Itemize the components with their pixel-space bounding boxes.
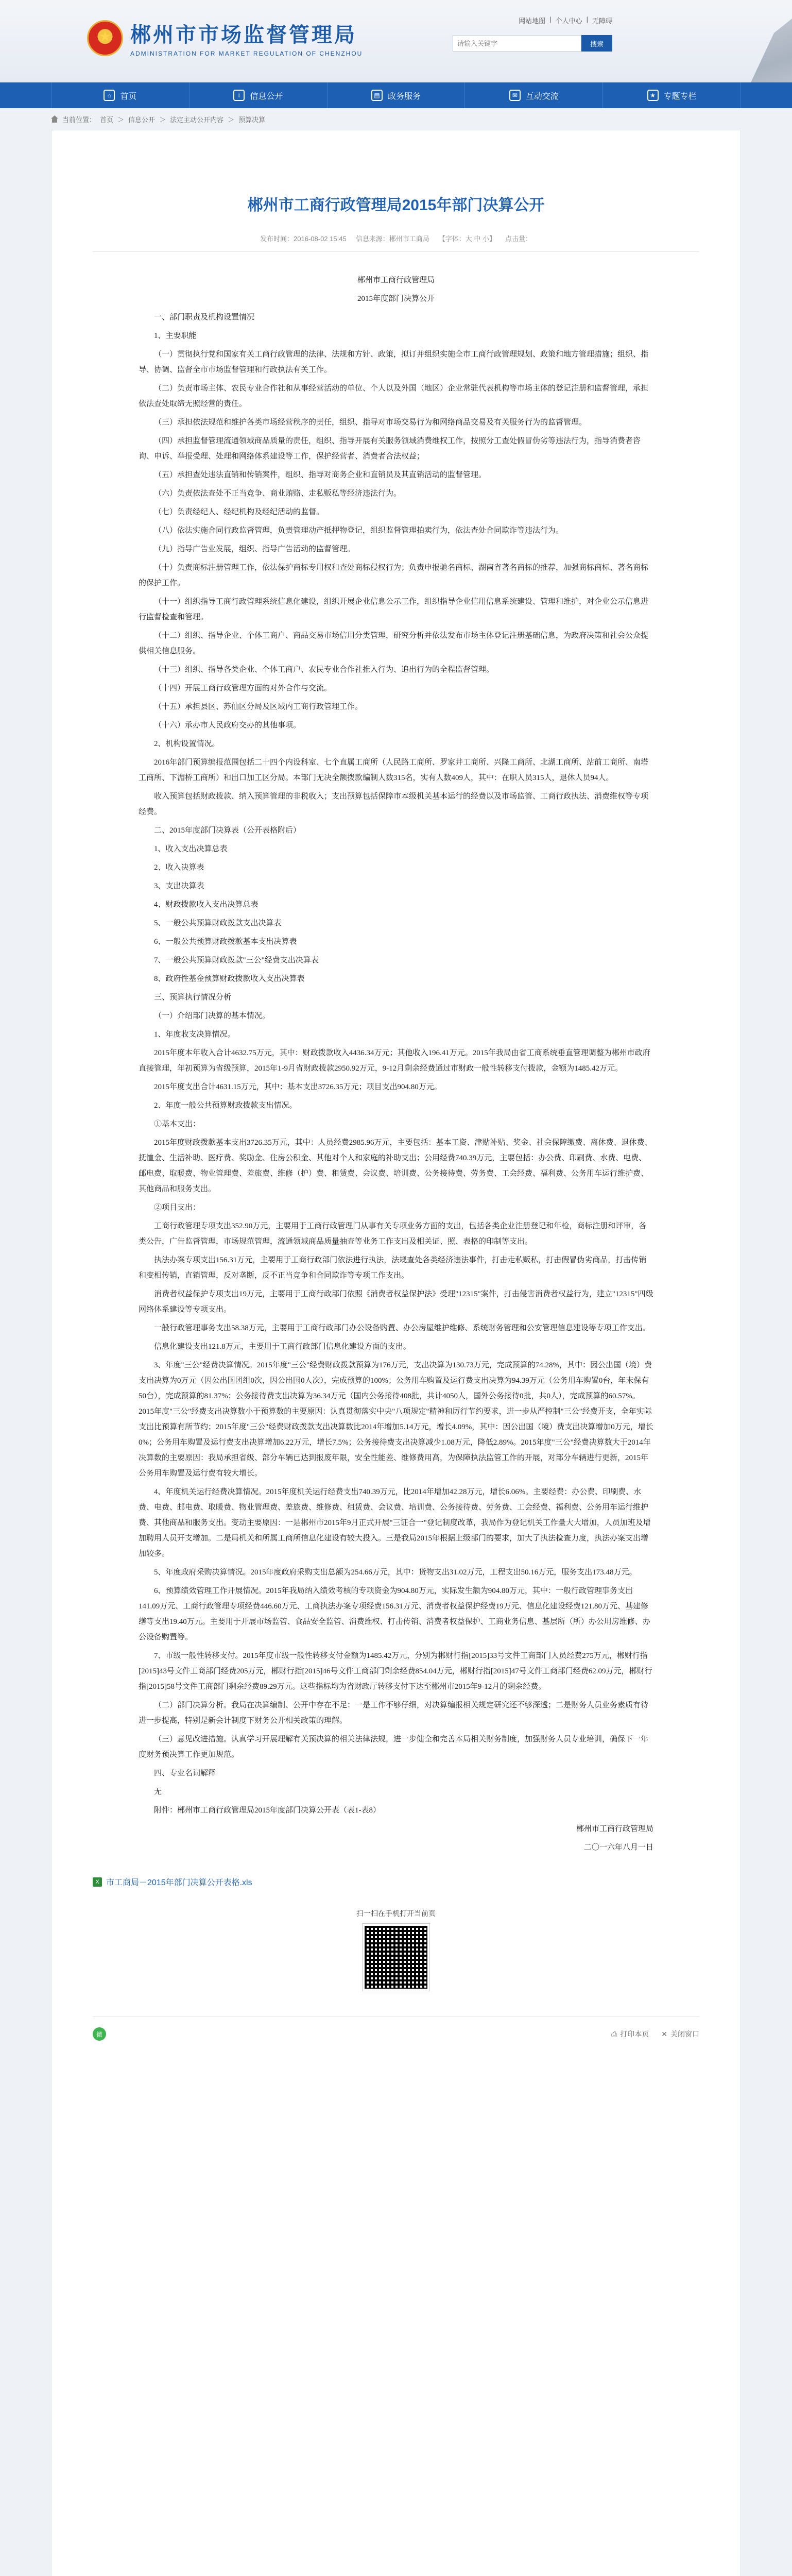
- article-paragraph: ①基本支出：: [154, 1120, 201, 1128]
- qr-caption: 扫一扫在手机打开当前页: [356, 1909, 436, 1918]
- article-paragraph: （一）贯彻执行党和国家有关工商行政管理的法律、法规和方针、政策，拟订并组织实施全市工商行政管理规划、政策和地方管理措施；组织、指导、协调、监督全市市场监督管理和行政执法有关工作。: [139, 350, 649, 374]
- article-paragraph: 2015年度本年收入合计4632.75万元，其中：财政拨款收入4436.34万元；其他收入196.41万元。2015年我局由省工商系统垂直管理调整为郴州市政府直接管理，年初预算为省级预算，2015年1-9月省财政拨款2950.92万元，9-12月剩余经费通过市财政一般性转移支付拨款，金额为1485.42万元。: [139, 1049, 650, 1073]
- qr-section: [93, 1908, 699, 1991]
- article-paragraph: （八）依法实施合同行政监督管理，负责管理动产抵押物登记，组织监督管理拍卖行为，依法查处合同欺诈等违法行为。: [154, 527, 564, 535]
- article-paragraph: 工商行政管理专项支出352.90万元，主要用于工商行政管理门从事有关专项业务方面的支出，包括各类企业注册登记和年检，商标注册和评审，各类公告，广告监督管理，市场规范管理，流通领域商品质量抽查等业务工作支出及相关证、照、表格的印制等支出。: [139, 1222, 647, 1246]
- breadcrumb-legal-content[interactable]: 法定主动公开内容: [170, 115, 224, 124]
- breadcrumb-budget[interactable]: 预算决算: [238, 115, 266, 124]
- article-paragraph: 1、主要职能: [154, 332, 197, 340]
- article-paragraph: 4、财政拨款收入支出决算总表: [154, 901, 259, 909]
- site-logo[interactable]: [87, 19, 363, 57]
- article-paragraph: 4、年度机关运行经费决算情况。2015年度机关运行经费支出740.39万元，比2014年增加42.28万元，增长6.06%。主要经费：办公费、印刷费、水费、电费、邮电费、取暖费、物业管理费、差旅费、维修费、租赁费、会议费、培训费、公务接待费、劳务费、工会经费、福利费、公务用车运行维护费、其他商品和服务支出。变动主要原因：一是郴州市2015年9月正式开展"三证合一"登记制度改革，我局作为登记机关工作量大大增加，人员加班及增加聘用人员开支增加。二是局机关和所属工商所信息化建设有较大投入。三是我局2015年根据上级部门的要求，加大了执法检查力度，执法办案支出增加较多。: [139, 1488, 651, 1558]
- breadcrumb-home[interactable]: 首页: [100, 115, 114, 124]
- nav-info-public[interactable]: i 信息公开: [190, 82, 328, 108]
- article-paragraph: （十）负责商标注册管理工作，依法保护商标专用权和查处商标侵权行为；负责申报驰名商标、湖南省著名商标的推荐，加强商标商标、著名商标的保护工作。: [139, 564, 649, 587]
- article-paragraph: 一、部门职责及机构设置情况: [154, 313, 255, 321]
- article-paragraph: （九）指导广告业发展，组织、指导广告活动的监督管理。: [154, 545, 355, 553]
- article-paragraph: 一般行政管理事务支出58.38万元，主要用于工商行政部门办公设备购置、办公房屋维护维修、系统财务管理和公安管理信息建设等专项工作支出。: [154, 1324, 650, 1332]
- article-paragraph: 3、年度"三公"经费决算情况。2015年度"三公"经费财政拨款预算为176万元，支出决算为130.73万元，完成预算的74.28%，其中：因公出国（境）费支出决算为0万元（因公出国团组0次，因公出国0人次），完成预算的100%；公务用车购置及运行费支出决算为94.39万元（公务用车购置0台，年末保有50台），完成预算的81.37%；公务接待费支出决算为36.34万元（国内公务接待408批，共计4050人，国外公务接待0批，共0人），完成预算的60.57%。2015年度"三公"经费支出决算数小于预算数的主要原因：认真贯彻落实中央"八项规定"精神和厉行节约要求，进一步从严控制"三公"经费开支，全年实际支出比预算有所节约；2015年度"三公"经费财政拨款支出决算数比2014年增加5.14万元，增长4.09%，其中：因公出国（境）费支出决算增加0万元，增长0%；公务用车购置及运行费支出决算增加6.22万元，增长7.5%；公务接待费支出决算减少1.08万元，降低2.89%。2015年度"三公"经费决算数大于2014年决算数的主要原因：我局承担省级、部分车辆已达到报废年限，安全性能差、维修费用高，为保障执法监管工作的开展，对部分车辆进行更新，2015年公务用车购置及运行费有较大增长。: [139, 1361, 653, 1478]
- wechat-share-icon[interactable]: 微: [93, 2027, 106, 2041]
- article-paragraph: 无: [154, 1788, 162, 1796]
- article-paragraph: （五）承担查处违法直销和传销案件，组织、指导对商务企业和直销员及其直销活动的监督管理。: [154, 471, 487, 479]
- breadcrumb: 当前位置： 首页 ＞ 信息公开 ＞ 法定主动公开内容 ＞ 预算决算: [51, 108, 741, 130]
- close-window-button[interactable]: ✕ 关闭窗口: [661, 2029, 699, 2038]
- article-paragraph: 附件：郴州市工商行政管理局2015年度部门决算公开表（表1-表8）: [154, 1806, 381, 1815]
- article-paragraph: 执法办案专项支出156.31万元，主要用于工商行政部门依法进行执法，法规查处各类经济违法事件，打击走私贩私，打击假冒伪劣商品，打击传销和变相传销，直销管理，反对垄断，反不正当竞争和合同欺诈等专项工作支出。: [139, 1256, 647, 1280]
- stone-lion-image: [720, 0, 792, 82]
- article-paragraph: 2、年度一般公共预算财政拨款支出情况。: [154, 1101, 297, 1110]
- print-button[interactable]: ⎙ 打印本页: [611, 2029, 649, 2038]
- publish-time: 发布时间：2016-08-02 15:45: [260, 235, 347, 243]
- article-paragraph: 3、支出决算表: [154, 882, 204, 890]
- site-name-en: ADMINISTRATION FOR MARKET REGULATION OF CHENZHOU: [130, 50, 363, 57]
- article-paragraph: 2015年度部门决算公开: [357, 295, 435, 303]
- user-center-link[interactable]: 个人中心: [555, 17, 582, 25]
- accessibility-link[interactable]: 无障碍: [592, 17, 612, 25]
- article-paragraph: 收入预算包括财政拨款、纳入预算管理的非税收入；支出预算包括保障市本级机关基本运行的经费以及市场监管、工商行政执法、消费维权等专项经费。: [139, 792, 649, 816]
- site-name: 郴州市市场监督管理局: [130, 24, 357, 46]
- attachment-link[interactable]: X 市工商局－2015年部门决算公开表格.xls: [93, 1876, 699, 1888]
- article-paragraph: （三）承担依法规范和维护各类市场经营秩序的责任，组织、指导对市场交易行为和网络商品交易及有关服务行为的监督管理。: [154, 418, 587, 427]
- article-paragraph: （一）介绍部门决算的基本情况。: [154, 1012, 270, 1020]
- article-paragraph: （四）承担监督管理流通领域商品质量的责任，组织、指导开展有关服务领域消费维权工作，按照分工查处假冒伪劣等违法行为，指导消费者咨询、申诉、举报受理、处理和网络体系建设等工作，保护经营者、消费者合法权益；: [139, 437, 641, 461]
- article-paragraph: 2、机构设置情况。: [154, 740, 220, 748]
- article-paragraph: （七）负责经纪人、经纪机构及经纪活动的监督。: [154, 508, 324, 516]
- article-paragraph: 1、收入支出决算总表: [154, 845, 228, 853]
- print-icon: ⎙: [611, 2029, 617, 2038]
- article-paragraph: 郴州市工商行政管理局: [357, 276, 435, 284]
- article-paragraph: 二、2015年度部门决算表（公开表格附后）: [154, 826, 301, 835]
- info-icon: i: [233, 90, 245, 101]
- article-paragraph: （十六）承办市人民政府交办的其他事项。: [154, 721, 301, 730]
- article-paragraph: 7、一般公共预算财政拨款"三公"经费支出决算表: [154, 956, 319, 964]
- article-paragraph: 2016年部门预算编报范围包括二十四个内设科室、七个直属工商所（人民路工商所、罗家井工商所、兴隆工商所、北湖工商所、站前工商所、南塔工商所、下湄桥工商所）和出口加工区分局。本部门无决全额拨款编制人数315名，实有人数409人，其中：在职人员315人，退休人员94人。: [139, 758, 649, 782]
- article-paragraph: （十一）组织指导工商行政管理系统信息化建设，组织开展企业信息公示工作，组织指导企业信用信息系统建设、管理和维护，对企业公示信息进行监督检查和管理。: [139, 598, 649, 621]
- article-paragraph: （三）意见改进措施。认真学习开展理解有关预决算的相关法律法规，进一步健全和完善本局相关财务制度，加强财务人员专业培训，确保下一年度财务预决算工作更加规范。: [139, 1735, 649, 1759]
- site-map-link[interactable]: 网站地图: [519, 17, 546, 25]
- breadcrumb-home-icon: [51, 115, 58, 123]
- article-paragraph: （二）负责市场主体、农民专业合作社和从事经营活动的单位、个人以及外国（地区）企业常驻代表机构等市场主体的登记注册和监督管理，承担依法查处取缔无照经营的责任。: [139, 384, 649, 408]
- search-button[interactable]: 搜索: [581, 35, 612, 52]
- excel-file-icon: X: [93, 1877, 102, 1887]
- article-meta: [93, 233, 699, 252]
- article-paragraph: （六）负责依法查处不正当竞争、商业贿赂、走私贩私等经济违法行为。: [154, 489, 402, 498]
- home-icon: ⌂: [104, 90, 115, 101]
- close-icon: ✕: [661, 2029, 667, 2038]
- article-paragraph: 消费者权益保护专项支出19万元，主要用于工商行政部门依照《消费者权益保护法》受理"12315"案件，打击侵害消费者权益行为，建立"12315"四级网络体系建设等专项支出。: [139, 1290, 653, 1314]
- topic-icon: ★: [647, 90, 659, 101]
- header-band: [0, 0, 792, 82]
- article-paragraph: 信息化建设支出121.8万元，主要用于工商行政部门信息化建设方面的支出。: [154, 1343, 411, 1351]
- nav-interaction[interactable]: ✉ 互动交流: [465, 82, 603, 108]
- article-paragraph: 7、市级一般性转移支付。2015年度市级一般性转移支付金额为1485.42万元，分别为郴财行指[2015]33号文件工商部门人员经费275万元，郴财行指[2015]43号文件工商部门经费205万元，郴财行指[2015]46号文件工商部门剩余经费854.04万元，郴财行指[2015]47号文件工商部门经费62.09万元，郴财行指[2015]58号文件工商部门剩余经费89.29万元。这些指标均为省财政厅转移支付下达至郴州市2015年9-12月的剩余经费。: [139, 1652, 652, 1691]
- search-box: [453, 35, 612, 52]
- article-paragraph: 6、预算绩效管理工作开展情况。2015年我局纳入绩效考核的专项资金为904.80万元，实际发生额为904.80万元，其中：一般行政管理事务支出141.09万元、工商行政管理专项经费446.60万元、工商执法办案专项经费156.31万元、消费者权益保护经费19万元、信息化建设经费121.80万元、基建修缮等支出19.40万元。主要用于开展市场监管、食品安全监管、消费维权、打击传销、消费者权益保护、工商业务信息、基层所（所）办公用房维修、办公设备购置等。: [139, 1587, 650, 1641]
- article-paragraph: 8、政府性基金预算财政拨款收入支出决算表: [154, 975, 305, 983]
- article-card: [51, 130, 741, 2576]
- article-paragraph: ②项目支出：: [154, 1204, 201, 1212]
- service-icon: ▤: [371, 90, 383, 101]
- article-paragraph: （十三）组织、指导各类企业、个体工商户、农民专业合作社推入行为、追出行为的全程监督管理。: [154, 666, 494, 674]
- article-paragraph: 郴州市工商行政管理局: [576, 1825, 653, 1833]
- article-paragraph: 2015年度支出合计4631.15万元，其中：基本支出3726.35万元；项目支出904.80万元。: [154, 1083, 442, 1091]
- qr-code-image: [363, 1924, 429, 1991]
- chat-icon: ✉: [509, 90, 521, 101]
- emblem-icon: [87, 20, 123, 56]
- article-paragraph: 5、年度政府采购决算情况。2015年度政府采购支出总额为254.66万元，其中：货物支出31.02万元，工程支出50.16万元，服务支出173.48万元。: [154, 1568, 637, 1577]
- search-input[interactable]: [453, 35, 581, 52]
- font-size-switch[interactable]: 【字体：大 中 小】: [438, 235, 496, 243]
- article-title: 郴州市工商行政管理局2015年部门决算公开: [247, 197, 545, 214]
- article-paragraph: 二〇一六年八月一日: [583, 1843, 653, 1852]
- article-paragraph: （十二）组织、指导企业、个体工商户、商品交易市场信用分类管理，研究分析并依法发布市场主体登记注册基础信息，为政府决策和社会公众提供相关信息服务。: [139, 632, 649, 655]
- article-paragraph: 1、年度收支决算情况。: [154, 1030, 235, 1039]
- article-paragraph: 2015年度财政拨款基本支出3726.35万元，其中：人员经费2985.96万元，主要包括：基本工资、津贴补贴、奖金、社会保障缴费、离休费、退休费、抚恤金、生活补助、医疗费、奖励金、住房公积金、其他对个人和家庭的补助支出；公用经费740.39万元，主要包括：办公费、印刷费、水费、电费、邮电费、取暖费、物业管理费、差旅费、维修（护）费、租赁费、会议费、培训费、公务接待费、劳务费、工会经费、福利费、公务用车运行维护费、其他商品和服务支出。: [139, 1139, 652, 1193]
- article-paragraph: 三、预算执行情况分析: [154, 993, 232, 1002]
- article-paragraph: （十五）承担县区、苏仙区分局及区域内工商行政管理工作。: [154, 703, 363, 711]
- article-paragraph: 四、专业名词解释: [154, 1769, 216, 1777]
- view-count: 点击量：: [505, 235, 532, 243]
- article-actions: [93, 2016, 699, 2041]
- top-links: 网站地图 | 个人中心 | 无障碍: [519, 15, 612, 25]
- nav-home[interactable]: ⌂ 首页: [51, 82, 190, 108]
- article-body: [139, 273, 653, 1855]
- article-paragraph: 5、一般公共预算财政拨款支出决算表: [154, 919, 282, 927]
- article-paragraph: （二）部门决算分析。我局在决算编制、公开中存在不足：一是工作不够仔细，对决算编报相关规定研究还不够深透；二是财务人员业务素质有待进一步提高，特别是新会计制度下财务公开相关政策的理解。: [139, 1701, 649, 1725]
- nav-topics[interactable]: ★ 专题专栏: [603, 82, 741, 108]
- article-paragraph: （十四）开展工商行政管理方面的对外合作与交流。: [154, 684, 332, 692]
- article-paragraph: 2、收入决算表: [154, 863, 204, 872]
- main-nav: [0, 82, 792, 108]
- nav-gov-service[interactable]: ▤ 政务服务: [328, 82, 466, 108]
- breadcrumb-info-public[interactable]: 信息公开: [128, 115, 156, 124]
- article-paragraph: 6、一般公共预算财政拨款基本支出决算表: [154, 938, 297, 946]
- info-source: 信息来源：郴州市工商局: [355, 235, 429, 243]
